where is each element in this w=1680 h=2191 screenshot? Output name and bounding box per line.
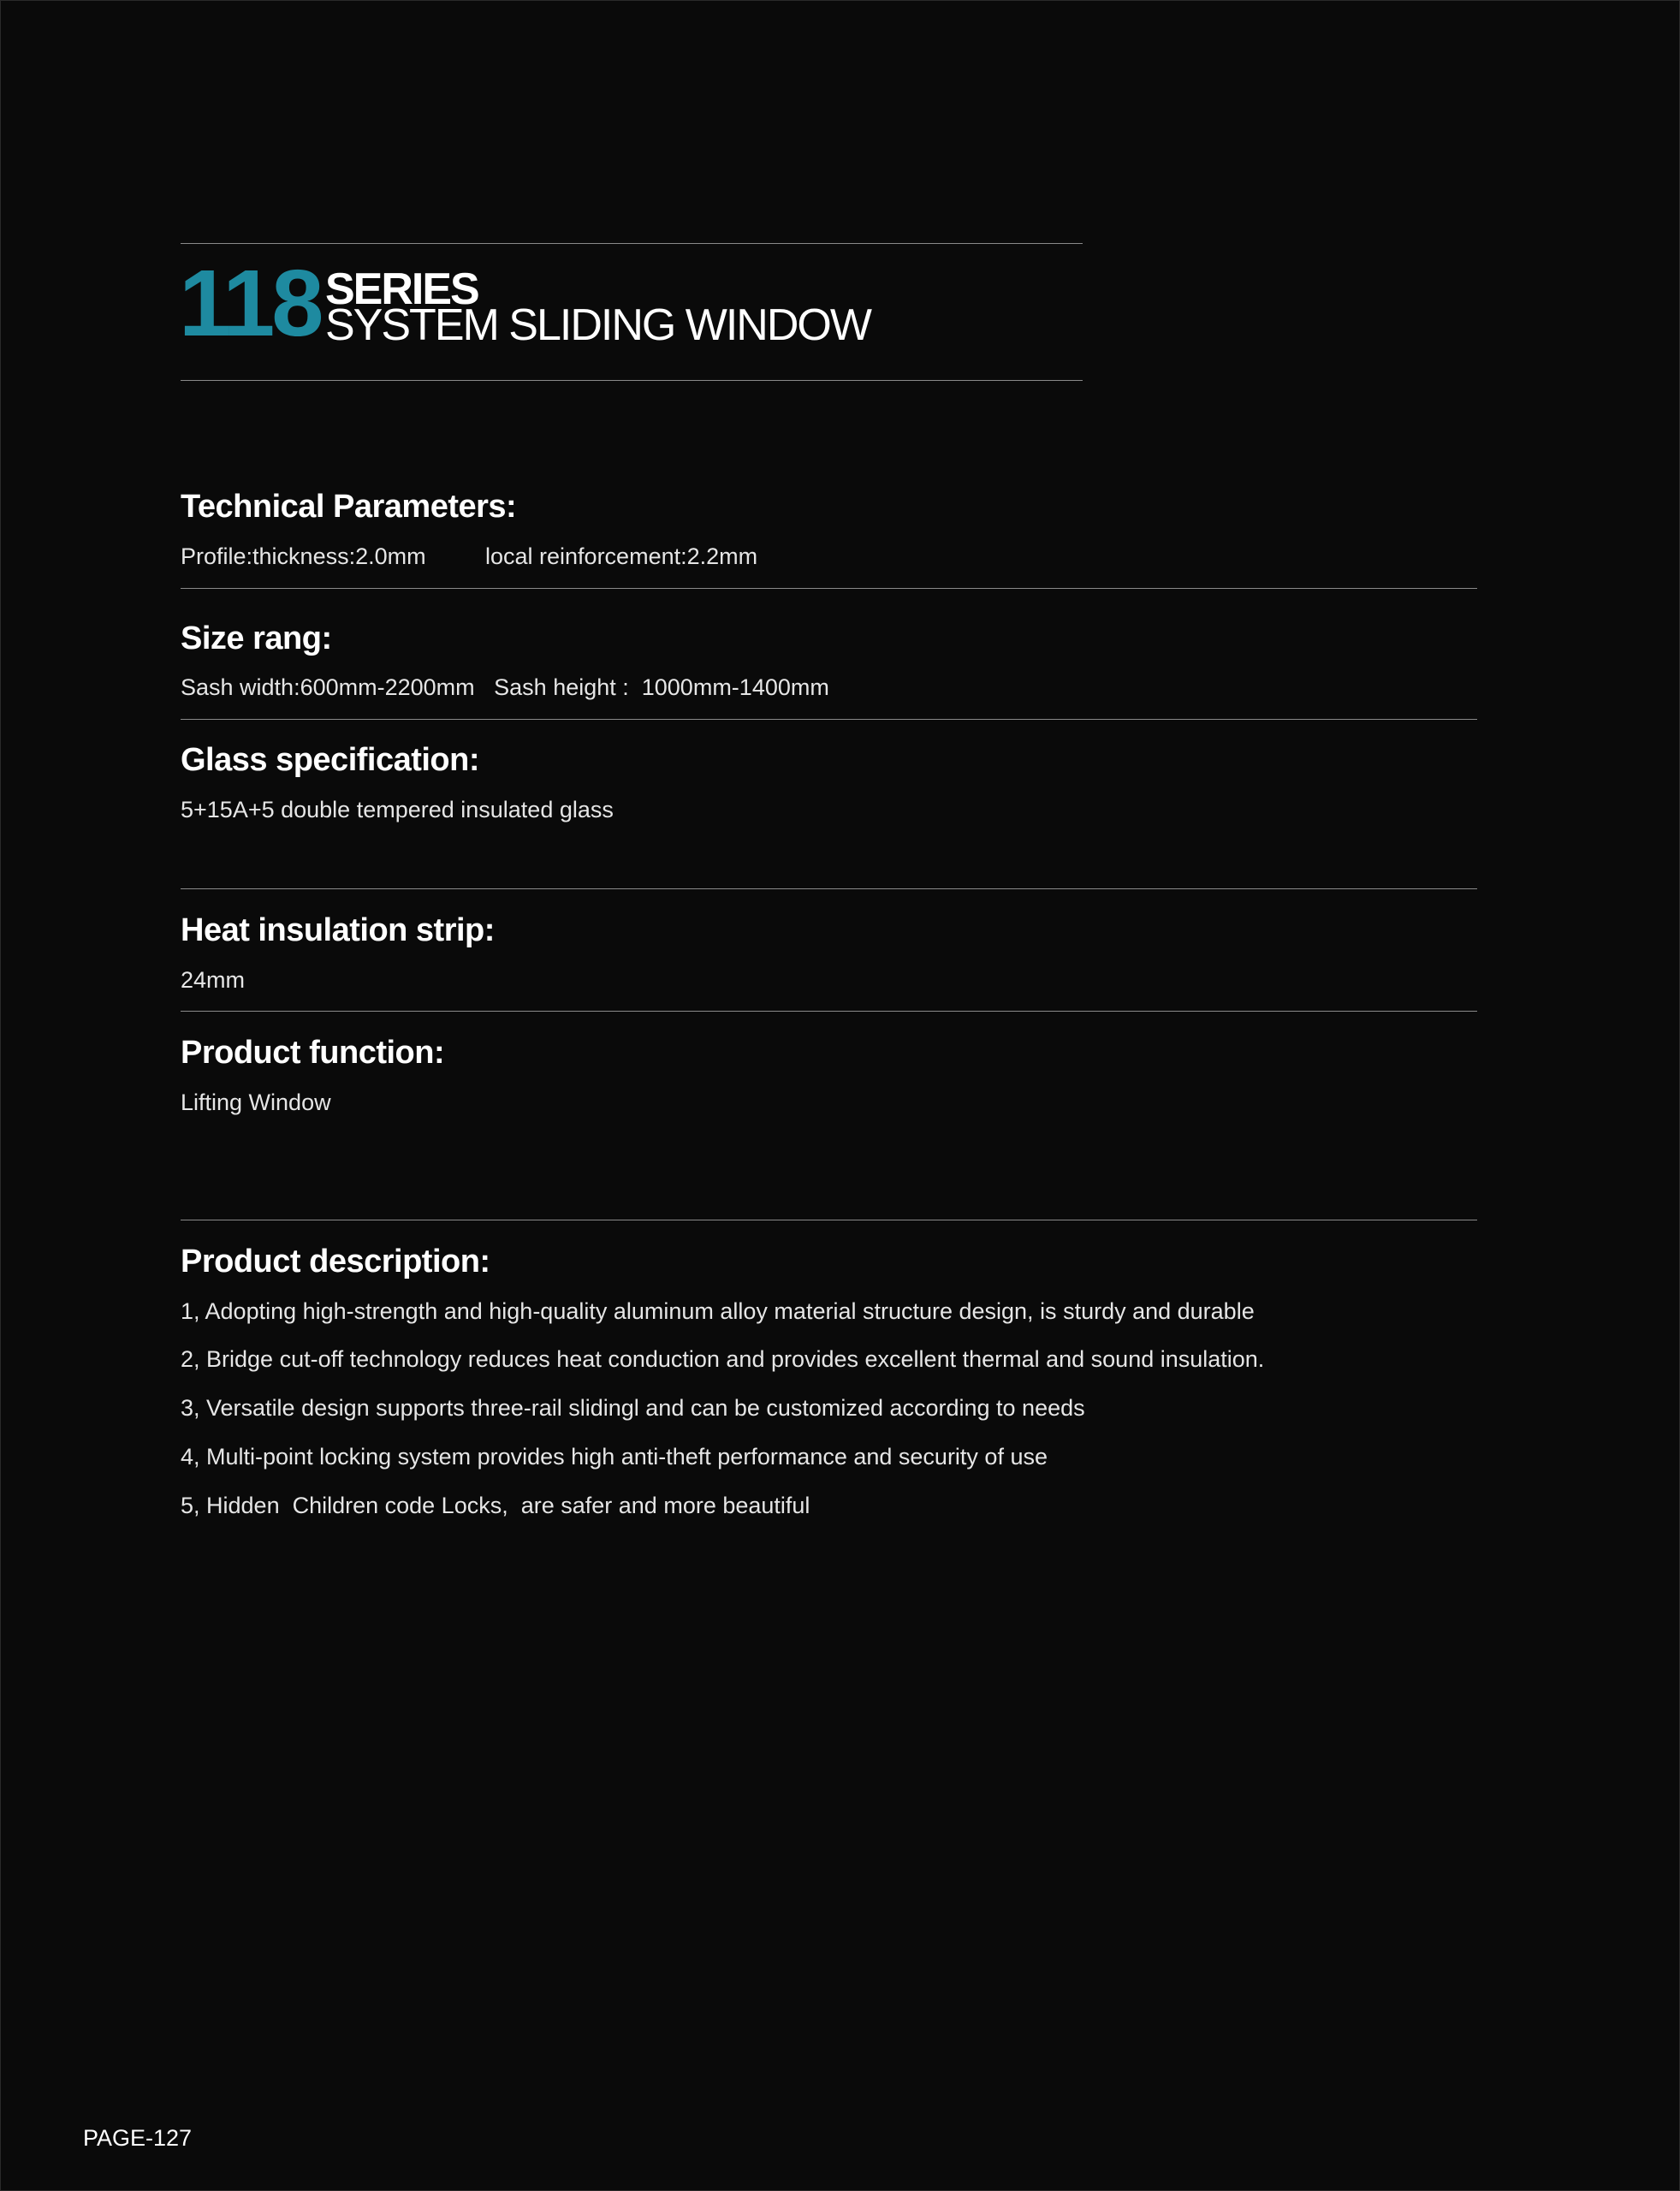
technical-parameters-heading: Technical Parameters: <box>181 489 517 525</box>
product-title: SYSTEM SLIDING WINDOW <box>325 300 870 350</box>
section-divider <box>181 1011 1477 1012</box>
local-reinforcement-text: local reinforcement:2.2mm <box>485 543 758 569</box>
series-number: 118 <box>179 251 321 356</box>
description-item: 5, Hidden Children code Locks, are safer and more beautiful <box>181 1493 810 1518</box>
glass-specification-text: 5+15A+5 double tempered insulated glass <box>181 797 614 822</box>
section-divider <box>181 719 1477 720</box>
title-top-divider <box>181 243 1083 244</box>
profile-thickness-text: Profile:thickness:2.0mm <box>181 543 426 569</box>
product-description-heading: Product description: <box>181 1244 490 1280</box>
page-number: PAGE-127 <box>83 2125 193 2151</box>
series-label: SERIES <box>325 264 478 314</box>
description-item: 2, Bridge cut-off technology reduces heat conduction and provides excellent thermal and sound insulation. <box>181 1346 1265 1372</box>
description-item: 1, Adopting high-strength and high-quality aluminum alloy material structure design, is sturdy and durable <box>181 1298 1255 1324</box>
glass-specification-heading: Glass specification: <box>181 742 480 778</box>
size-range-text: Sash width:600mm-2200mm Sash height : 1000mm-1400mm <box>181 674 829 700</box>
product-function-text: Lifting Window <box>181 1090 331 1115</box>
product-function-heading: Product function: <box>181 1035 445 1071</box>
section-divider <box>181 888 1477 889</box>
title-bottom-divider <box>181 380 1083 381</box>
description-item: 3, Versatile design supports three-rail slidingl and can be customized according to needs <box>181 1395 1085 1421</box>
heat-insulation-strip-heading: Heat insulation strip: <box>181 912 495 948</box>
section-divider <box>181 588 1477 589</box>
heat-insulation-strip-text: 24mm <box>181 967 246 993</box>
size-range-heading: Size rang: <box>181 620 332 656</box>
description-item: 4, Multi-point locking system provides high anti-theft performance and security of use <box>181 1444 1048 1470</box>
